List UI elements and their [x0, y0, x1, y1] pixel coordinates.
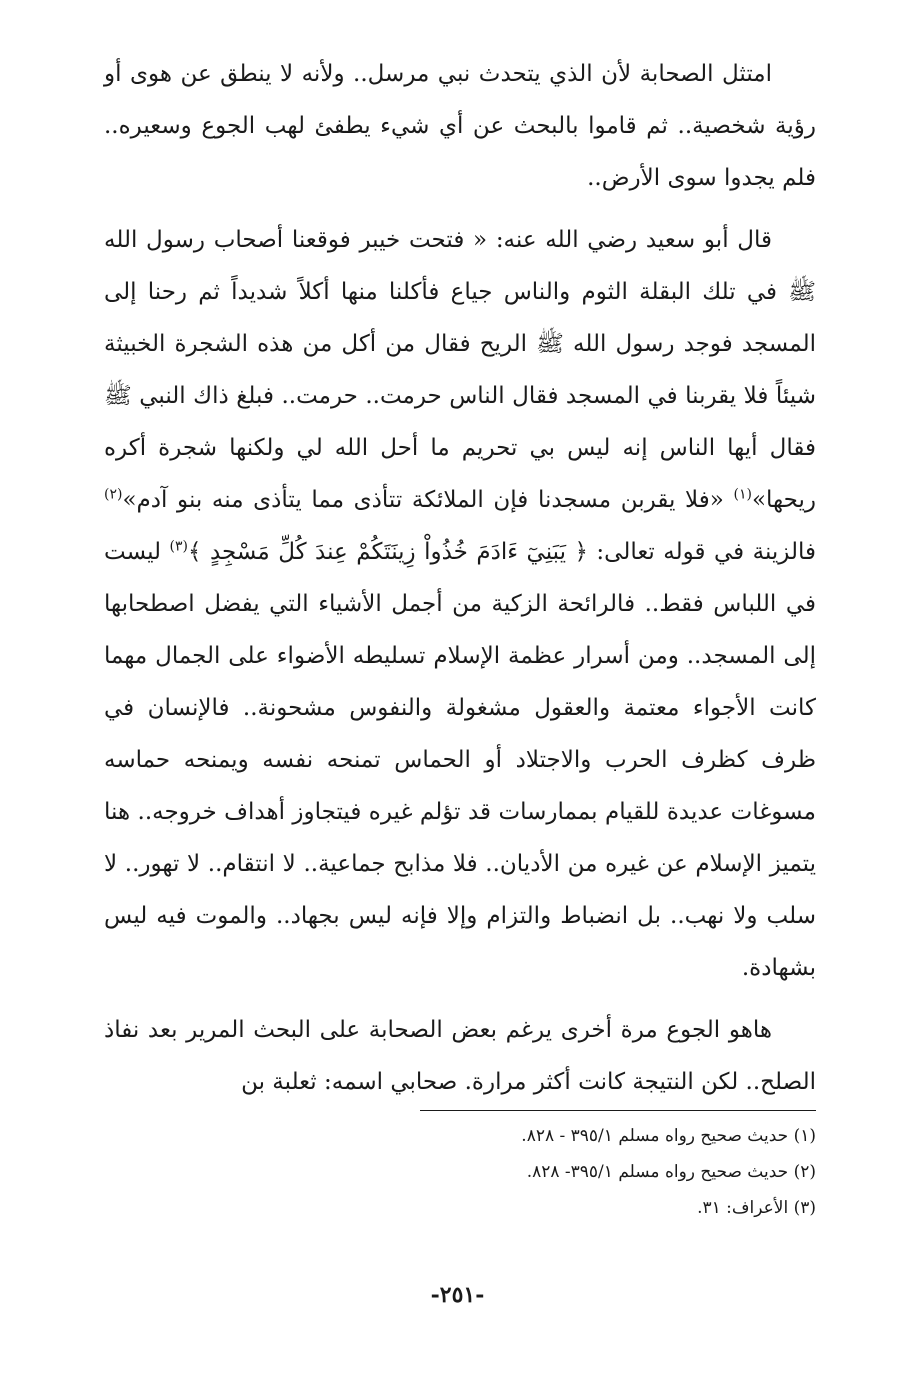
footnote-3: (٣) الأعراف: ٣١.	[697, 1198, 816, 1218]
footnote-divider	[420, 1110, 816, 1111]
hadith-angels: «فلا يقربن مسجدنا فإن الملائكة تتأذى مما يتأذى منه بنو آدم»	[122, 487, 724, 513]
paragraph-2	[104, 214, 816, 994]
quran-verse-intro: فالزينة في قوله تعالى: ﴿ يَبَنِيٓ ءَادَمَ خُذُواْ زِينَتَكُمْ عِندَ كُلِّ مَسْجِدٍ ﴾	[188, 539, 817, 565]
footnote-ref-2[interactable]: (٢)	[104, 486, 123, 503]
footnotes	[300, 1118, 816, 1226]
paragraph-1-text: امتثل الصحابة لأن الذي يتحدث نبي مرسل.. ولأنه لا ينطق عن هوى أو رؤية شخصية.. ثم قاموا بالبحث عن أي شيء يطفئ لهب الجوع وسعيره.. فلم يجدوا سوى الأرض..	[104, 61, 816, 191]
main-text	[104, 48, 816, 1108]
hadith-abu-saeed: قال أبو سعيد رضي الله عنه: « فتحت خيبر فوقعنا أصحاب رسول الله ﷺ في تلك البقلة الثوم والناس جياع فأكلنا منها أكلاً شديداً ثم رحنا إلى المسجد فوجد رسول الله ﷺ الريح فقال من أكل من هذه الشجرة الخبيثة شيئاً فلا يقربنا في المسجد فقال الناس حرمت.. حرمت.. فبلغ ذاك النبي ﷺ فقال أيها الناس إنه ليس بي تحريم ما أحل الله لي ولكنها شجرة أكره ريحها»	[104, 227, 816, 513]
paragraph-3	[104, 1004, 816, 1108]
footnote-ref-1[interactable]: (١)	[733, 486, 752, 503]
paragraph-3-text: هاهو الجوع مرة أخرى يرغم بعض الصحابة على البحث المرير بعد نفاذ الصلح.. لكن النتيجة كانت أكثر مرارة. صحابي اسمه: ثعلبة بن	[104, 1017, 816, 1095]
footnote-2: (٢) حديث صحيح رواه مسلم ٣٩٥/١- ٨٢٨.	[526, 1162, 816, 1182]
footnote-1: (١) حديث صحيح رواه مسلم ٣٩٥/١ - ٨٢٨.	[521, 1126, 816, 1146]
paragraph-1	[104, 48, 816, 204]
paragraph-2-continuation: ليست في اللباس فقط.. فالرائحة الزكية من أجمل الأشياء التي يفضل اصطحابها إلى المسجد.. ومن أسرار عظمة الإسلام تسليطه الأضواء على الجمال مهما كانت الأجواء معتمة والعقول مشغولة والنفوس مشحونة.. فالإنسان في ظرف كظرف الحرب والاجتلاد أو الحماس تمنحه نفسه ويمنحه حماسه مسوغات عديدة للقيام بممارسات قد تؤلم غيره فيتجاوز أهداف خروجه.. هنا يتميز الإسلام عن غيره من الأديان.. فلا مذابح جماعية.. لا انتقام.. لا تهور.. لا سلب ولا نهب.. بل انضباط والتزام وإلا فإنه ليس بجهاد.. والموت فيه ليس بشهادة.	[104, 539, 816, 981]
page-number: -٢٥١-	[430, 1282, 485, 1308]
footnote-ref-3[interactable]: (٣)	[169, 538, 189, 555]
